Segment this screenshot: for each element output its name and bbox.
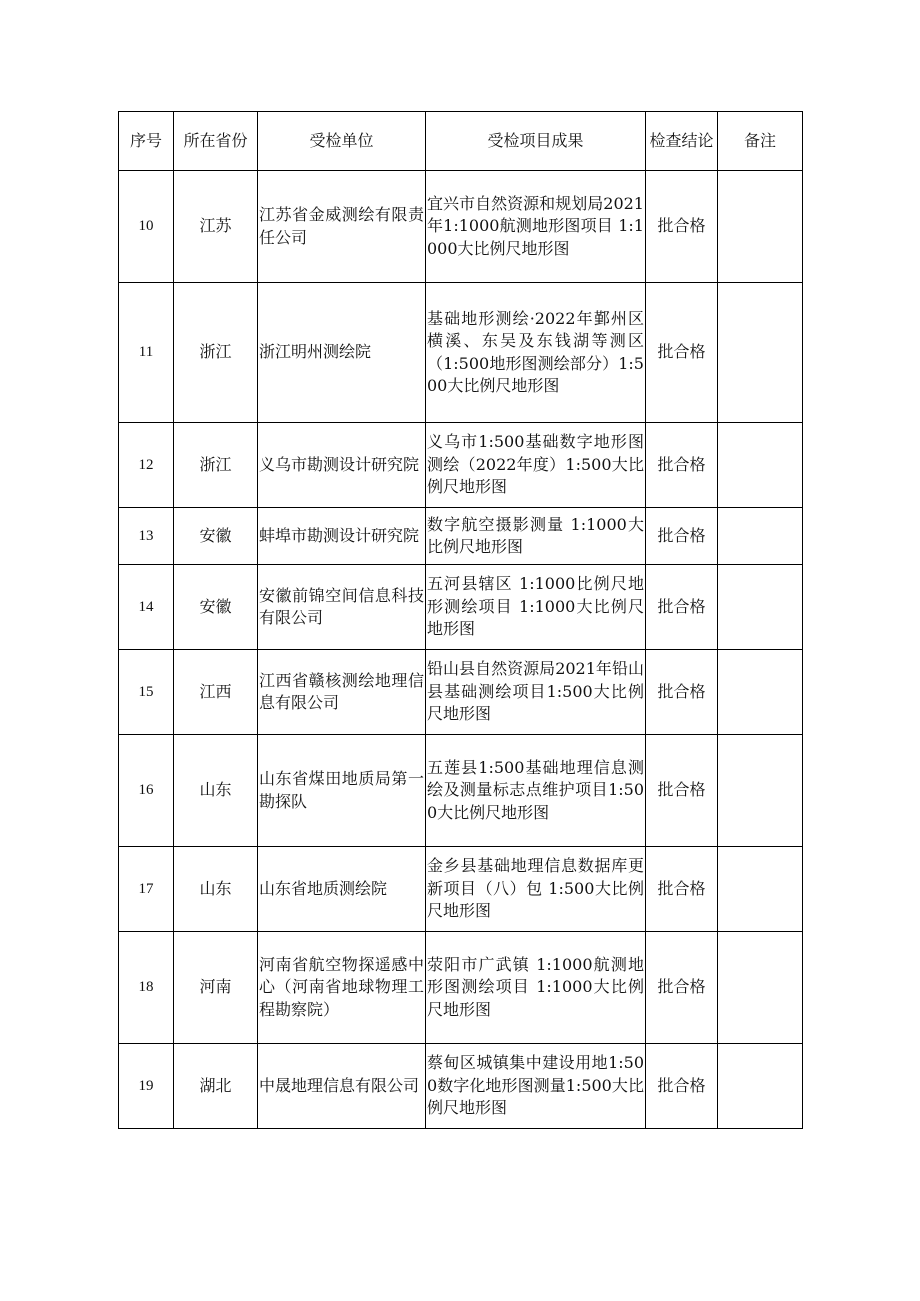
cell-province: 山东 xyxy=(174,735,258,847)
cell-note xyxy=(718,565,803,650)
table-row xyxy=(119,171,803,283)
cell-unit: 中晟地理信息有限公司 xyxy=(258,1044,426,1129)
cell-province: 河南 xyxy=(174,932,258,1044)
cell-result: 批合格 xyxy=(646,847,718,932)
cell-province: 浙江 xyxy=(174,283,258,423)
cell-project: 义乌市1:500基础数字地形图测绘（2022年度）1:500大比例尺地形图 xyxy=(426,423,646,508)
cell-no: 13 xyxy=(119,508,174,565)
table-row xyxy=(119,847,803,932)
cell-unit: 浙江明州测绘院 xyxy=(258,283,426,423)
cell-unit: 义乌市勘测设计研究院 xyxy=(258,423,426,508)
cell-note xyxy=(718,171,803,283)
cell-no: 17 xyxy=(119,847,174,932)
cell-note xyxy=(718,508,803,565)
cell-project: 宜兴市自然资源和规划局2021年1:1000航测地形图项目 1:1000大比例尺地形图 xyxy=(426,171,646,283)
cell-note xyxy=(718,932,803,1044)
cell-result: 批合格 xyxy=(646,565,718,650)
cell-note xyxy=(718,283,803,423)
cell-province: 安徽 xyxy=(174,508,258,565)
cell-unit: 江苏省金威测绘有限责任公司 xyxy=(258,171,426,283)
cell-province: 江苏 xyxy=(174,171,258,283)
cell-project: 五河县辖区 1:1000比例尺地形测绘项目 1:1000大比例尺地形图 xyxy=(426,565,646,650)
cell-result: 批合格 xyxy=(646,283,718,423)
header-province: 所在省份 xyxy=(174,112,258,171)
table-row xyxy=(119,932,803,1044)
table-row xyxy=(119,735,803,847)
cell-unit: 江西省赣核测绘地理信息有限公司 xyxy=(258,650,426,735)
table-row xyxy=(119,283,803,423)
cell-result: 批合格 xyxy=(646,423,718,508)
cell-unit: 蚌埠市勘测设计研究院 xyxy=(258,508,426,565)
cell-project: 荥阳市广武镇 1:1000航测地形图测绘项目 1:1000大比例尺地形图 xyxy=(426,932,646,1044)
cell-result: 批合格 xyxy=(646,932,718,1044)
cell-province: 浙江 xyxy=(174,423,258,508)
cell-no: 15 xyxy=(119,650,174,735)
inspection-results-table xyxy=(118,111,803,1129)
cell-no: 12 xyxy=(119,423,174,508)
cell-no: 16 xyxy=(119,735,174,847)
cell-project: 金乡县基础地理信息数据库更新项目（八）包 1:500大比例尺地形图 xyxy=(426,847,646,932)
cell-unit: 安徽前锦空间信息科技有限公司 xyxy=(258,565,426,650)
cell-note xyxy=(718,847,803,932)
cell-no: 14 xyxy=(119,565,174,650)
table-row xyxy=(119,565,803,650)
cell-result: 批合格 xyxy=(646,1044,718,1129)
cell-no: 19 xyxy=(119,1044,174,1129)
cell-result: 批合格 xyxy=(646,735,718,847)
cell-project: 五莲县1:500基础地理信息测绘及测量标志点维护项目1:500大比例尺地形图 xyxy=(426,735,646,847)
cell-result: 批合格 xyxy=(646,171,718,283)
cell-no: 10 xyxy=(119,171,174,283)
cell-note xyxy=(718,423,803,508)
cell-province: 安徽 xyxy=(174,565,258,650)
cell-unit: 河南省航空物探遥感中心（河南省地球物理工程勘察院） xyxy=(258,932,426,1044)
cell-note xyxy=(718,735,803,847)
cell-result: 批合格 xyxy=(646,508,718,565)
cell-project: 蔡甸区城镇集中建设用地1:500数字化地形图测量1:500大比例尺地形图 xyxy=(426,1044,646,1129)
cell-unit: 山东省地质测绘院 xyxy=(258,847,426,932)
cell-note xyxy=(718,1044,803,1129)
header-project: 受检项目成果 xyxy=(426,112,646,171)
cell-result: 批合格 xyxy=(646,650,718,735)
header-note: 备注 xyxy=(718,112,803,171)
cell-province: 湖北 xyxy=(174,1044,258,1129)
cell-project: 基础地形测绘·2022年鄞州区横溪、东吴及东钱湖等测区（1:500地形图测绘部分）1:500大比例尺地形图 xyxy=(426,283,646,423)
cell-no: 18 xyxy=(119,932,174,1044)
cell-province: 山东 xyxy=(174,847,258,932)
cell-project: 铅山县自然资源局2021年铅山县基础测绘项目1:500大比例尺地形图 xyxy=(426,650,646,735)
table-row xyxy=(119,650,803,735)
cell-province: 江西 xyxy=(174,650,258,735)
cell-project: 数字航空摄影测量 1:1000大比例尺地形图 xyxy=(426,508,646,565)
header-result: 检查结论 xyxy=(646,112,718,171)
table-row xyxy=(119,1044,803,1129)
header-no: 序号 xyxy=(119,112,174,171)
table-header-row xyxy=(119,112,803,171)
cell-no: 11 xyxy=(119,283,174,423)
table-row xyxy=(119,423,803,508)
cell-note xyxy=(718,650,803,735)
header-unit: 受检单位 xyxy=(258,112,426,171)
cell-unit: 山东省煤田地质局第一勘探队 xyxy=(258,735,426,847)
table-row xyxy=(119,508,803,565)
